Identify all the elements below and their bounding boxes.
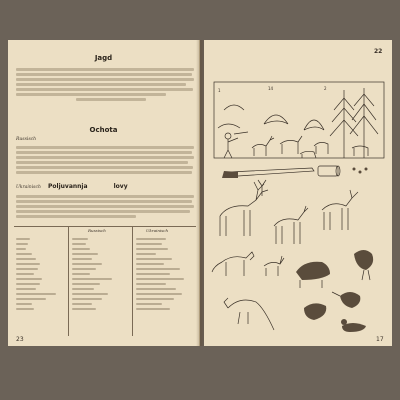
vocab-col-german [16,236,56,311]
right-page [204,40,392,346]
ochota-text-block [16,144,196,176]
partridge-icon [304,303,326,320]
hunter-figure-icon [224,132,248,158]
vocabulary-table [14,226,196,336]
heading-ochota: Ochota [89,126,118,134]
shot-pellets-icon [353,168,368,174]
hunting-scene-frame [214,82,384,158]
heading-jagd: Jagd [94,54,113,62]
jagd-text-block [16,66,196,103]
right-page-number: 22 [374,48,383,55]
vocab-col-russisch [72,236,112,311]
poljuvannja-text-block [16,193,196,220]
scene-hunting-dogs-icon [300,146,368,158]
wild-boar-icon [296,262,330,288]
vocab-col-ukrainisch [136,236,184,311]
fallow-deer-icon [322,190,358,230]
shotgun-icon [222,168,314,178]
hunting-illustrations [204,40,392,346]
woodcock-icon [332,292,360,308]
cartridge-icon [318,166,340,176]
left-page-number: 23 [16,336,24,343]
heading-lovy: lovy [113,183,128,190]
subheading-ukrainisch: Ukrainisch [16,185,41,190]
right-bottom-number: 17 [376,336,384,343]
subheading-russisch: Russisch [16,137,37,142]
antlers-icon [258,180,266,196]
wild-duck-icon [341,319,366,332]
capercaillie-icon [354,250,373,280]
svg-text:14: 14 [268,86,274,91]
col-header-russisch: Russisch [88,228,106,233]
left-page [8,40,200,346]
col-header-ukrainisch: Ukrainisch [146,228,169,233]
fox-icon [212,252,254,276]
scene-deer-icon [252,136,328,156]
heading-poljuvannja: Poljuvannja [48,183,88,190]
svg-text:2: 2 [324,86,327,91]
svg-text:1: 1 [218,88,221,93]
hare-icon [264,256,284,276]
stag-icon [220,182,268,236]
pheasant-icon [224,298,274,330]
roe-deer-icon [274,206,308,244]
